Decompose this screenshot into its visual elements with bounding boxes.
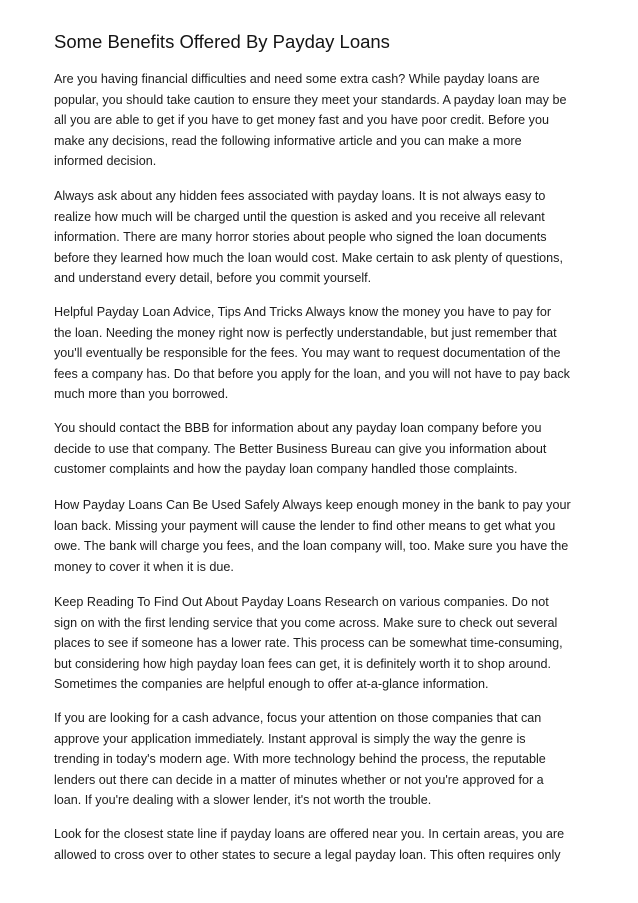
paragraph-line: and understand every detail, before you commit yourself.: [54, 271, 372, 286]
paragraph-line: you'll eventually be responsible for the fees. You may want to request documentation of the: [54, 346, 561, 361]
paragraph-line: realize how much will be charged until the question is asked and you receive all relevant: [54, 209, 545, 224]
paragraph-line: You should contact the BBB for information about any payday loan company before you: [54, 421, 542, 435]
paragraph-line: approve your application immediately. Instant approval is simply the way the genre is: [54, 731, 526, 746]
paragraph-line: loan. If you're dealing with a slower lender, it's not worth the trouble.: [54, 793, 432, 808]
paragraph-line: information. There are many horror stories about people who signed the loan documents: [54, 230, 547, 245]
paragraph-line: Keep Reading To Find Out About Payday Loans Research on various companies. Do not: [54, 595, 549, 609]
paragraph-line: places to see if someone has a lower rate. This process can be somewhat time-consuming,: [54, 636, 563, 651]
paragraph-line: lenders out there can decide in a matter of minutes whether or not you're approved for a: [54, 772, 544, 787]
paragraph-line: money to cover it when it is due.: [54, 559, 234, 574]
paragraph-1: [54, 69, 594, 172]
paragraph-line: If you are looking for a cash advance, focus your attention on those companies that can: [54, 711, 542, 725]
paragraph-2: [54, 186, 594, 289]
paragraph-8: [54, 824, 594, 865]
paragraph-line: Are you having financial difficulties and need some extra cash? While payday loans are: [54, 72, 540, 86]
paragraph-line: Look for the closest state line if payday loans are offered near you. In certain areas, you are: [54, 827, 565, 841]
paragraph-line: customer complaints and how the payday loan company handled those complaints.: [54, 462, 518, 477]
paragraph-7: [54, 708, 594, 811]
paragraph-line: Always ask about any hidden fees associated with payday loans. It is not always easy to: [54, 189, 546, 203]
paragraph-line: popular, you should take caution to ensure they meet your standards. A payday loan may be: [54, 92, 567, 107]
paragraph-5: [54, 495, 594, 577]
paragraph-line: but considering how high payday loan fees can get, it is definitely worth it to shop around.: [54, 656, 552, 671]
paragraph-line: Helpful Payday Loan Advice, Tips And Tricks Always know the money you have to pay for: [54, 305, 552, 319]
paragraph-line: much more than you borrowed.: [54, 387, 229, 402]
paragraph-line: Sometimes the companies are helpful enough to offer at-a-glance information.: [54, 677, 489, 692]
paragraph-line: allowed to cross over to other states to secure a legal payday loan. This often requires only: [54, 847, 561, 862]
paragraph-3: [54, 302, 594, 405]
paragraph-line: decide to use that company. The Better Business Bureau can give you information about: [54, 441, 547, 456]
paragraph-4: [54, 418, 594, 480]
paragraph-line: all you are able to get if you have to get money fast and you have poor credit. Before you: [54, 113, 549, 128]
paragraph-6: [54, 592, 594, 695]
paragraph-line: the loan. Needing the money right now is perfectly understandable, but just remember that: [54, 325, 557, 340]
paragraph-line: informed decision.: [54, 154, 157, 169]
paragraph-line: loan back. Missing your payment will cause the lender to find other means to get what you: [54, 518, 556, 533]
paragraph-line: owe. The bank will charge you fees, and the loan company will, too. Make sure you have the: [54, 539, 569, 554]
document-title: Some Benefits Offered By Payday Loans: [54, 31, 390, 52]
paragraph-line: sign on with the first lending service that you come across. Make sure to check out several: [54, 615, 558, 630]
paragraph-line: before they learned how much the loan would cost. Make certain to ask plenty of questions,: [54, 250, 563, 265]
paragraph-line: make any decisions, read the following informative article and you can make a more: [54, 133, 522, 148]
paragraph-line: trending in today's modern age. With more technology behind the process, the reputable: [54, 752, 546, 767]
paragraph-line: How Payday Loans Can Be Used Safely Always keep enough money in the bank to pay your: [54, 498, 571, 512]
paragraph-line: fees a company has. Do that before you apply for the loan, and you will not have to pay back: [54, 366, 570, 381]
